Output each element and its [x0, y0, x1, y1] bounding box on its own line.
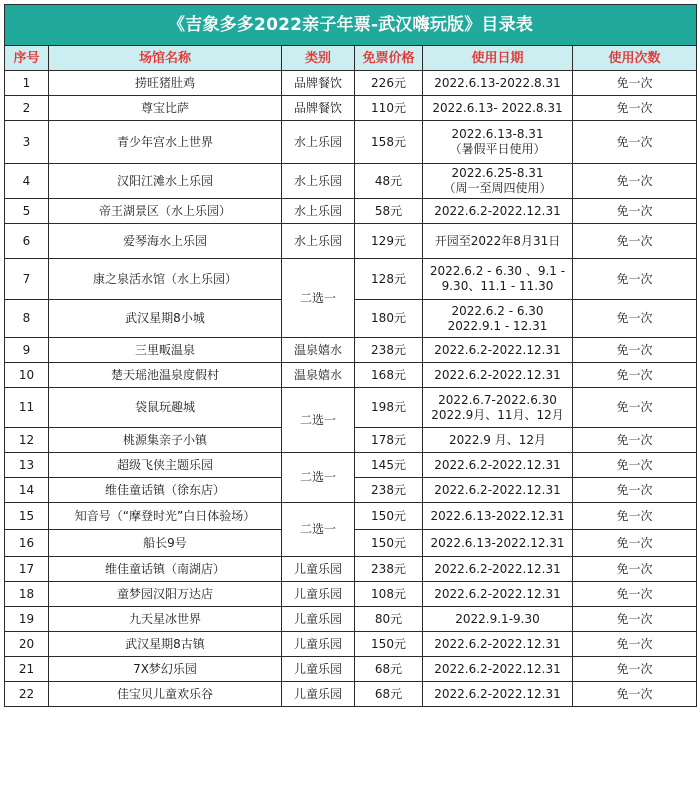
- table-row: [5, 607, 697, 632]
- cell-no: 15: [5, 503, 49, 530]
- cell-no: 19: [5, 607, 49, 632]
- cell-date: 2022.6.2-2022.12.31: [423, 632, 573, 657]
- cell-venue-name: 捞旺猪肚鸡: [49, 71, 282, 96]
- cell-date: 2022.6.2 - 6.30 、9.1 - 9.30、11.1 - 11.30: [423, 259, 573, 300]
- table-row: [5, 71, 697, 96]
- header-date: 使用日期: [423, 46, 573, 71]
- cell-no: 1: [5, 71, 49, 96]
- cell-category: 温泉嬉水: [282, 338, 355, 363]
- cell-price: 178元: [355, 428, 423, 453]
- cell-times: 免一次: [573, 224, 697, 259]
- header-row: [5, 46, 697, 71]
- cell-times: 免一次: [573, 657, 697, 682]
- cell-venue-name: 袋鼠玩趣城: [49, 388, 282, 428]
- cell-times: 免一次: [573, 582, 697, 607]
- cell-price: 58元: [355, 199, 423, 224]
- cell-date: 2022.6.2-2022.12.31: [423, 557, 573, 582]
- table-row: [5, 657, 697, 682]
- cell-category: 儿童乐园: [282, 657, 355, 682]
- header-no: 序号: [5, 46, 49, 71]
- cell-category: 二选一: [282, 388, 355, 453]
- cell-times: 免一次: [573, 478, 697, 503]
- cell-category: 品牌餐饮: [282, 96, 355, 121]
- cell-venue-name: 九天星冰世界: [49, 607, 282, 632]
- cell-times: 免一次: [573, 682, 697, 707]
- cell-price: 180元: [355, 300, 423, 338]
- cell-date: 2022.6.13-8.31 （暑假平日使用）: [423, 121, 573, 164]
- cell-category: 温泉嬉水: [282, 363, 355, 388]
- cell-venue-name: 超级飞侠主题乐园: [49, 453, 282, 478]
- cell-date: 2022.6.2-2022.12.31: [423, 657, 573, 682]
- cell-date: 2022.6.2-2022.12.31: [423, 338, 573, 363]
- header-category: 类别: [282, 46, 355, 71]
- table-row: [5, 453, 697, 478]
- cell-price: 226元: [355, 71, 423, 96]
- cell-venue-name: 爱琴海水上乐园: [49, 224, 282, 259]
- cell-no: 7: [5, 259, 49, 300]
- cell-price: 108元: [355, 582, 423, 607]
- cell-date: 2022.6.2-2022.12.31: [423, 478, 573, 503]
- header-venue: 场馆名称: [49, 46, 282, 71]
- table-row: [5, 363, 697, 388]
- cell-venue-name: 汉阳江滩水上乐园: [49, 164, 282, 199]
- cell-no: 5: [5, 199, 49, 224]
- cell-times: 免一次: [573, 259, 697, 300]
- cell-times: 免一次: [573, 363, 697, 388]
- cell-times: 免一次: [573, 557, 697, 582]
- cell-times: 免一次: [573, 71, 697, 96]
- table-row: [5, 582, 697, 607]
- cell-date: 2022.6.2-2022.12.31: [423, 199, 573, 224]
- catalog-sheet: [4, 4, 696, 707]
- cell-category: 儿童乐园: [282, 582, 355, 607]
- cell-venue-name: 维佳童话镇（徐东店）: [49, 478, 282, 503]
- cell-venue-name: 佳宝贝儿童欢乐谷: [49, 682, 282, 707]
- cell-price: 68元: [355, 682, 423, 707]
- catalog-table: [4, 4, 697, 707]
- cell-category: 水上乐园: [282, 164, 355, 199]
- cell-venue-name: 7X梦幻乐园: [49, 657, 282, 682]
- cell-no: 3: [5, 121, 49, 164]
- cell-no: 17: [5, 557, 49, 582]
- cell-date: 2022.6.2-2022.12.31: [423, 582, 573, 607]
- cell-price: 158元: [355, 121, 423, 164]
- cell-date: 开园至2022年8月31日: [423, 224, 573, 259]
- cell-price: 145元: [355, 453, 423, 478]
- cell-times: 免一次: [573, 300, 697, 338]
- cell-no: 18: [5, 582, 49, 607]
- cell-date: 2022.6.7-2022.6.30 2022.9月、11月、12月: [423, 388, 573, 428]
- cell-times: 免一次: [573, 388, 697, 428]
- cell-times: 免一次: [573, 121, 697, 164]
- cell-venue-name: 武汉星期8小城: [49, 300, 282, 338]
- cell-venue-name: 知音号（“摩登时光”白日体验场）: [49, 503, 282, 530]
- cell-venue-name: 帝王湖景区（水上乐园）: [49, 199, 282, 224]
- cell-times: 免一次: [573, 199, 697, 224]
- cell-price: 110元: [355, 96, 423, 121]
- cell-venue-name: 桃源集亲子小镇: [49, 428, 282, 453]
- cell-price: 150元: [355, 530, 423, 557]
- cell-no: 6: [5, 224, 49, 259]
- cell-date: 2022.6.2-2022.12.31: [423, 453, 573, 478]
- cell-price: 150元: [355, 632, 423, 657]
- cell-price: 68元: [355, 657, 423, 682]
- header-price: 免票价格: [355, 46, 423, 71]
- cell-price: 80元: [355, 607, 423, 632]
- cell-date: 2022.6.2 - 6.30 2022.9.1 - 12.31: [423, 300, 573, 338]
- cell-venue-name: 康之泉活水馆（水上乐园）: [49, 259, 282, 300]
- cell-venue-name: 楚天瑶池温泉度假村: [49, 363, 282, 388]
- cell-price: 238元: [355, 557, 423, 582]
- cell-no: 8: [5, 300, 49, 338]
- cell-date: 2022.6.13-2022.12.31: [423, 503, 573, 530]
- cell-no: 11: [5, 388, 49, 428]
- cell-date: 2022.6.13-2022.8.31: [423, 71, 573, 96]
- table-row: [5, 388, 697, 428]
- cell-no: 22: [5, 682, 49, 707]
- table-row: [5, 96, 697, 121]
- cell-venue-name: 童梦园汉阳万达店: [49, 582, 282, 607]
- cell-venue-name: 船长9号: [49, 530, 282, 557]
- cell-price: 129元: [355, 224, 423, 259]
- table-row: [5, 503, 697, 530]
- cell-venue-name: 武汉星期8古镇: [49, 632, 282, 657]
- cell-price: 150元: [355, 503, 423, 530]
- cell-times: 免一次: [573, 453, 697, 478]
- cell-no: 21: [5, 657, 49, 682]
- table-body: [5, 71, 697, 707]
- cell-venue-name: 青少年宫水上世界: [49, 121, 282, 164]
- table-row: [5, 338, 697, 363]
- table-row: [5, 632, 697, 657]
- cell-date: 2022.9 月、12月: [423, 428, 573, 453]
- table-row: [5, 259, 697, 300]
- cell-times: 免一次: [573, 338, 697, 363]
- cell-price: 168元: [355, 363, 423, 388]
- cell-no: 14: [5, 478, 49, 503]
- cell-price: 238元: [355, 338, 423, 363]
- cell-no: 20: [5, 632, 49, 657]
- cell-times: 免一次: [573, 164, 697, 199]
- cell-category: 儿童乐园: [282, 557, 355, 582]
- table-row: [5, 164, 697, 199]
- table-row: [5, 199, 697, 224]
- cell-no: 16: [5, 530, 49, 557]
- cell-category: 二选一: [282, 453, 355, 503]
- cell-price: 48元: [355, 164, 423, 199]
- cell-no: 12: [5, 428, 49, 453]
- cell-category: 儿童乐园: [282, 607, 355, 632]
- table-row: [5, 224, 697, 259]
- cell-category: 二选一: [282, 259, 355, 338]
- cell-no: 13: [5, 453, 49, 478]
- cell-times: 免一次: [573, 503, 697, 530]
- cell-date: 2022.9.1-9.30: [423, 607, 573, 632]
- cell-times: 免一次: [573, 632, 697, 657]
- cell-category: 水上乐园: [282, 224, 355, 259]
- header-times: 使用次数: [573, 46, 697, 71]
- page-title: 《吉象多多2022亲子年票-武汉嗨玩版》目录表: [5, 5, 697, 46]
- cell-times: 免一次: [573, 96, 697, 121]
- cell-price: 128元: [355, 259, 423, 300]
- cell-category: 品牌餐饮: [282, 71, 355, 96]
- cell-venue-name: 维佳童话镇（南湖店）: [49, 557, 282, 582]
- cell-category: 儿童乐园: [282, 682, 355, 707]
- cell-category: 二选一: [282, 503, 355, 557]
- cell-date: 2022.6.2-2022.12.31: [423, 682, 573, 707]
- table-row: [5, 557, 697, 582]
- cell-times: 免一次: [573, 607, 697, 632]
- cell-category: 儿童乐园: [282, 632, 355, 657]
- cell-category: 水上乐园: [282, 121, 355, 164]
- cell-times: 免一次: [573, 428, 697, 453]
- cell-date: 2022.6.2-2022.12.31: [423, 363, 573, 388]
- cell-price: 198元: [355, 388, 423, 428]
- cell-no: 9: [5, 338, 49, 363]
- cell-venue-name: 尊宝比萨: [49, 96, 282, 121]
- table-row: [5, 121, 697, 164]
- cell-date: 2022.6.13-2022.12.31: [423, 530, 573, 557]
- cell-category: 水上乐园: [282, 199, 355, 224]
- table-row: [5, 682, 697, 707]
- cell-no: 4: [5, 164, 49, 199]
- cell-date: 2022.6.25-8.31 （周一至周四使用）: [423, 164, 573, 199]
- cell-price: 238元: [355, 478, 423, 503]
- cell-times: 免一次: [573, 530, 697, 557]
- cell-no: 2: [5, 96, 49, 121]
- cell-no: 10: [5, 363, 49, 388]
- cell-date: 2022.6.13- 2022.8.31: [423, 96, 573, 121]
- cell-venue-name: 三里畈温泉: [49, 338, 282, 363]
